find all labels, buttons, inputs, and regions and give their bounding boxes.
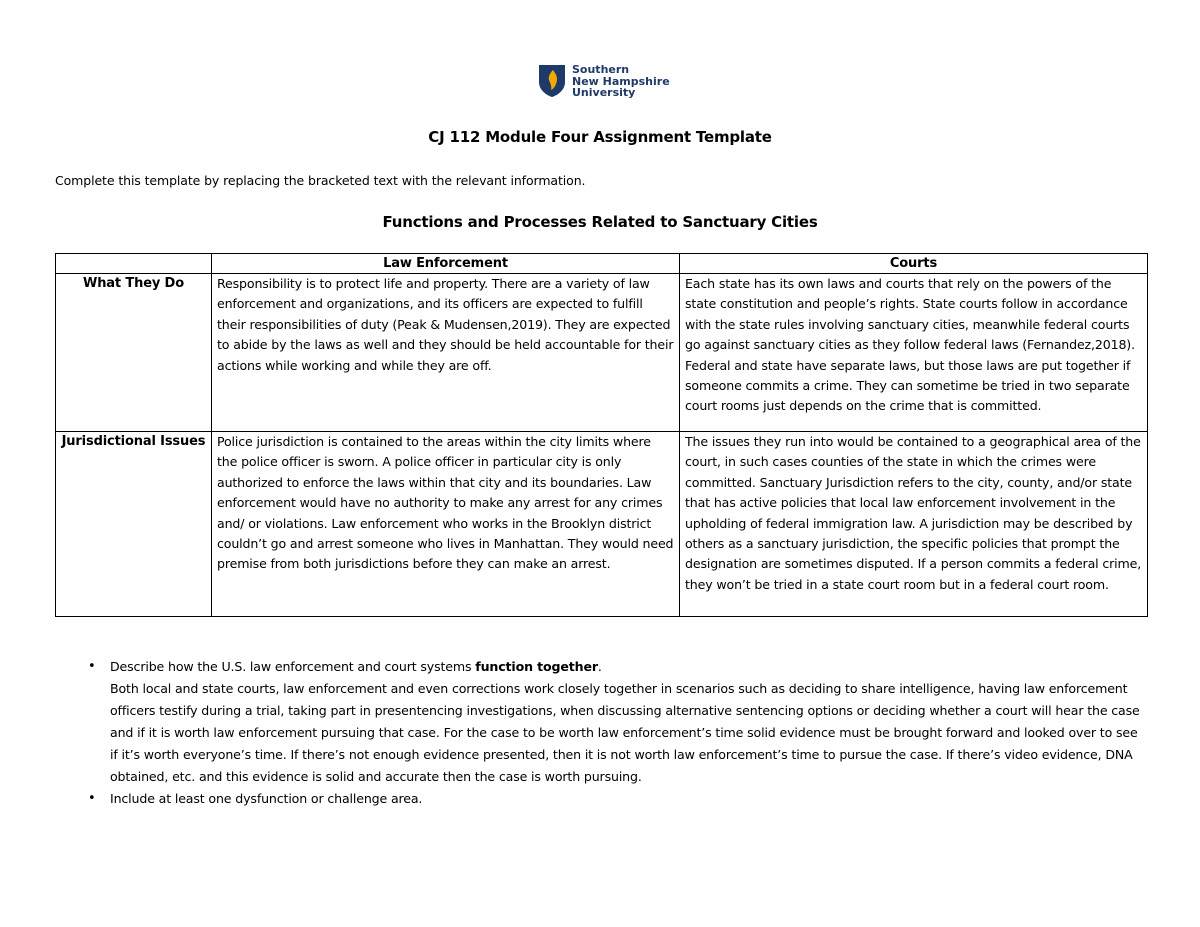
table-row <box>56 274 1148 432</box>
bullet-icon: • <box>88 659 96 674</box>
header-law-enforcement: Law Enforcement <box>212 254 680 274</box>
header-empty <box>56 254 212 274</box>
snhu-logo <box>538 64 670 99</box>
bullet-1-prefix: Describe how the U.S. law enforcement and court systems <box>110 659 476 674</box>
list-item <box>55 788 1145 810</box>
bullet-list <box>55 656 1145 810</box>
list-item <box>55 656 1145 788</box>
bullet-1-answer: Both local and state courts, law enforcement and even corrections work closely together in scenarios such as deciding to share intelligence, having law enforcement officers testify during a trial, taking part in presentencing investigations, when discussing alternative sentencing options or deciding whether a court will hear the case and if it is worth law enforcement pursuing that case. For the case to be worth law enforcement’s time solid evidence must be brought forward and looked over to see if it’s worth everyone’s time. If there’s not enough evidence presented, then it is not worth law enforcement’s time to pursue the case. If there’s video evidence, DNA obtained, etc. and this evidence is solid and accurate then the case is worth pursuing. <box>110 681 1140 784</box>
instructions-text: Complete this template by replacing the bracketed text with the relevant information. <box>55 173 586 188</box>
row-label-jurisdictional-issues: Jurisdictional Issues <box>56 432 212 617</box>
cell-courts-what: Each state has its own laws and courts that rely on the powers of the state constitution and people’s rights. State courts follow in accordance with the state rules involving sanctuary cities, meanwhile federal courts go against sanctuary cities as they follow federal laws (Fernandez,2018). Federal and state have separate laws, but those laws are put together if someone commits a crime. They can sometime be tried in two separate court rooms just depends on the crime that is committed. <box>680 274 1148 432</box>
sanctuary-table <box>55 253 1148 617</box>
bullet-icon: • <box>88 791 96 806</box>
bullet-1-suffix: . <box>597 659 602 674</box>
table-row <box>56 432 1148 617</box>
logo-line-2: New Hampshire <box>572 74 670 88</box>
cell-courts-jurisdiction: The issues they run into would be contained to a geographical area of the court, in such cases counties of the state in which the crimes were committed. Sanctuary Jurisdiction refers to the city, county, and/or state that has active policies that local law enforcement involvement in the upholding of federal immigration law. A jurisdiction may be described by others as a sanctuary jurisdiction, the specific policies that prompt the designation are sometimes disputed. If a person commits a federal crime, they won’t be tried in a state court room but in a federal court room. <box>680 432 1148 617</box>
logo-line-3: University <box>572 86 636 99</box>
header-courts: Courts <box>680 254 1148 274</box>
shield-logo-icon <box>538 64 566 98</box>
bullet-2-text: Include at least one dysfunction or challenge area. <box>110 791 423 806</box>
logo-wordmark <box>572 64 670 99</box>
cell-law-enforcement-jurisdiction: Police jurisdiction is contained to the areas within the city limits where the police officer is sworn. A police officer in particular city is only authorized to enforce the laws within that city and its boundaries. Law enforcement would have no authority to make any arrest for any crimes and/ or violations. Law enforcement who works in the Brooklyn district couldn’t go and arrest someone who lives in Manhattan. They would need premise from both jurisdictions before they can make an arrest. <box>212 432 680 617</box>
logo-line-1: Southern <box>572 63 630 76</box>
bullet-1-bold: function together <box>475 659 598 674</box>
table-header-row <box>56 254 1148 274</box>
table-title: Functions and Processes Related to Sanctuary Cities <box>382 213 818 231</box>
document-title: CJ 112 Module Four Assignment Template <box>428 128 772 146</box>
row-label-what-they-do: What They Do <box>56 274 212 432</box>
cell-law-enforcement-what: Responsibility is to protect life and property. There are a variety of law enforcement and organizations, and its officers are expected to fulfill their responsibilities of duty (Peak & Mudensen,2019). They are expected to abide by the laws as well and they should be held accountable for their actions while working and while they are off. <box>212 274 680 432</box>
